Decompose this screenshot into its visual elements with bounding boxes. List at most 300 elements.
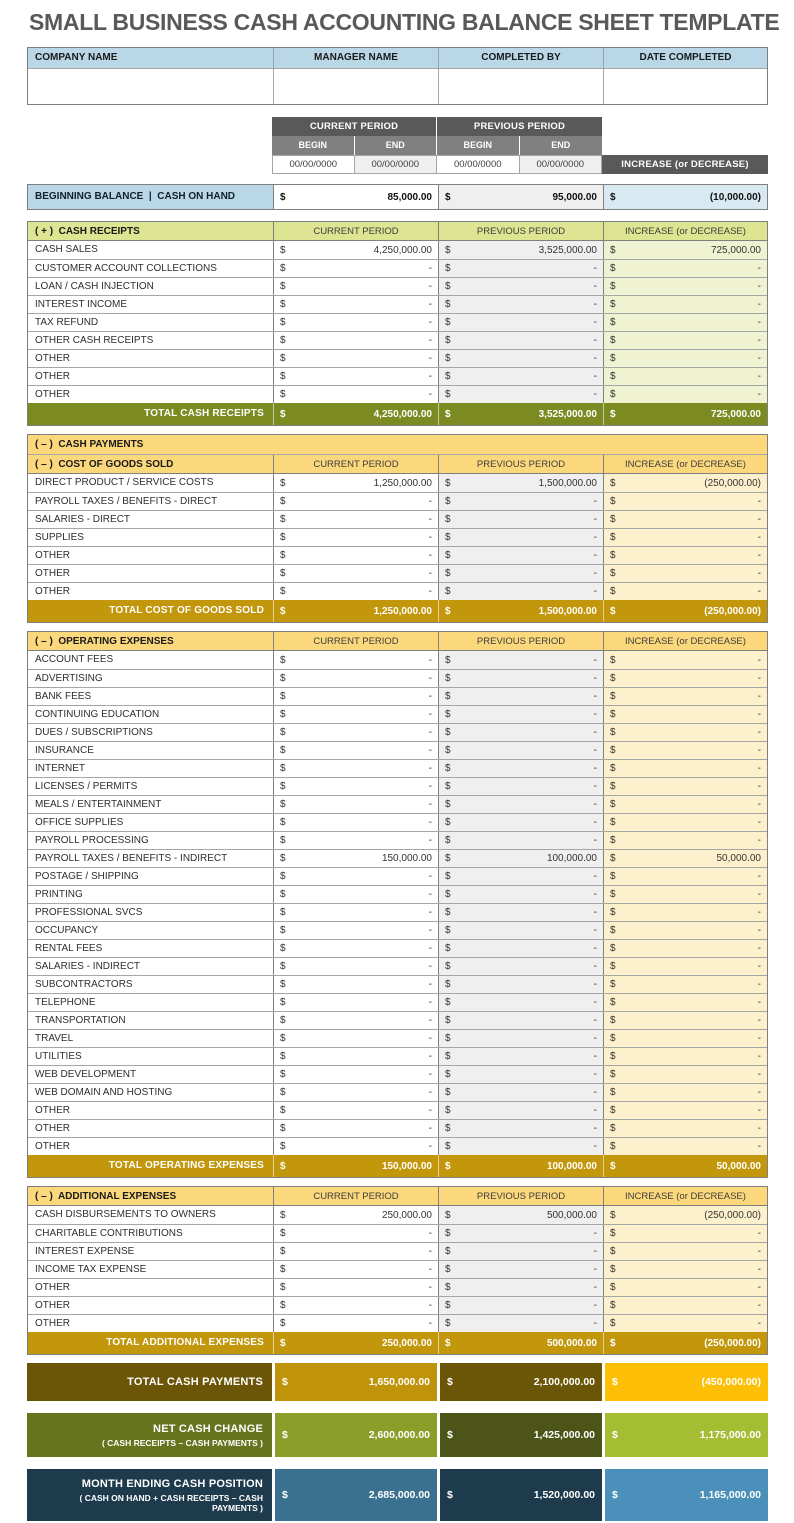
increase-cell: $ - bbox=[603, 1261, 767, 1278]
previous-period-cell[interactable]: $ - bbox=[438, 1012, 603, 1029]
data-row bbox=[28, 921, 767, 939]
increase-cell: $ - bbox=[603, 958, 767, 975]
current-end-header: END bbox=[355, 136, 438, 155]
increase-cell: $ - bbox=[603, 1120, 767, 1137]
previous-period-cell[interactable]: $ - bbox=[438, 904, 603, 921]
previous-begin-date[interactable]: 00/00/0000 bbox=[437, 155, 520, 174]
increase-cell: $ - bbox=[603, 529, 767, 546]
completed-by-input[interactable] bbox=[438, 69, 603, 104]
previous-period-cell[interactable]: $ - bbox=[438, 278, 603, 295]
current-period-col-header: CURRENT PERIOD bbox=[273, 222, 438, 240]
data-row bbox=[28, 1224, 767, 1242]
current-period-header: CURRENT PERIOD bbox=[272, 117, 437, 136]
previous-period-cell[interactable]: $ 3,525,000.00 bbox=[438, 241, 603, 259]
row-label: OTHER bbox=[35, 1123, 70, 1134]
row-label: INTERNET bbox=[35, 763, 85, 774]
previous-period-cell[interactable]: $ - bbox=[438, 314, 603, 331]
current-period-cell[interactable]: $ - bbox=[273, 314, 438, 331]
section-title: ( – ) COST OF GOODS SOLD bbox=[35, 459, 174, 470]
increase-cell: $ (250,000.00) bbox=[603, 474, 767, 492]
row-label: OTHER bbox=[35, 1141, 70, 1152]
section-operating-expenses bbox=[27, 631, 768, 1178]
data-row bbox=[28, 1314, 767, 1332]
current-period-cell[interactable]: $ - bbox=[273, 922, 438, 939]
increase-col-header: INCREASE (or DECREASE) bbox=[603, 632, 767, 650]
data-row bbox=[28, 331, 767, 349]
previous-period-cell[interactable]: $ - bbox=[438, 868, 603, 885]
row-label: ACCOUNT FEES bbox=[35, 654, 114, 665]
total-current-cell: $ 250,000.00 bbox=[273, 1332, 438, 1354]
data-row bbox=[28, 669, 767, 687]
total-label: TOTAL ADDITIONAL EXPENSES bbox=[106, 1337, 264, 1348]
previous-period-cell[interactable]: $ - bbox=[438, 976, 603, 993]
row-label: PRINTING bbox=[35, 889, 83, 900]
increase-cell: $ - bbox=[603, 1048, 767, 1065]
row-label: OTHER bbox=[35, 568, 70, 579]
total-increase-cell: $ (250,000.00) bbox=[603, 1332, 767, 1354]
current-period-cell[interactable]: $ - bbox=[273, 493, 438, 510]
increase-cell: $ - bbox=[603, 976, 767, 993]
month-ending-cash-position-row bbox=[27, 1469, 768, 1521]
current-period-cell[interactable]: $ - bbox=[273, 1261, 438, 1278]
section-cost-of-goods-sold bbox=[27, 434, 768, 623]
data-row bbox=[28, 582, 767, 600]
previous-period-cell[interactable]: $ - bbox=[438, 994, 603, 1011]
data-row bbox=[28, 723, 767, 741]
data-row bbox=[28, 1260, 767, 1278]
current-period-cell[interactable]: $ - bbox=[273, 547, 438, 564]
data-row bbox=[28, 367, 767, 385]
row-label: PAYROLL PROCESSING bbox=[35, 835, 149, 846]
total-label: TOTAL COST OF GOODS SOLD bbox=[109, 605, 264, 616]
current-period-cell[interactable]: $ - bbox=[273, 332, 438, 349]
increase-cell: $ - bbox=[603, 1012, 767, 1029]
current-period-cell[interactable]: $ 1,250,000.00 bbox=[273, 474, 438, 492]
current-period-cell[interactable]: $ - bbox=[273, 1012, 438, 1029]
increase-cell: $ - bbox=[603, 314, 767, 331]
current-period-cell[interactable]: $ - bbox=[273, 958, 438, 975]
row-label: DIRECT PRODUCT / SERVICE COSTS bbox=[35, 477, 214, 488]
current-period-cell[interactable]: $ - bbox=[273, 1225, 438, 1242]
beginning-previous-cell[interactable]: $ 95,000.00 bbox=[438, 185, 603, 209]
previous-period-cell[interactable]: $ - bbox=[438, 583, 603, 600]
data-row bbox=[28, 1278, 767, 1296]
row-label: CASH DISBURSEMENTS TO OWNERS bbox=[35, 1209, 216, 1220]
previous-period-cell[interactable]: $ - bbox=[438, 1315, 603, 1332]
row-label: WEB DOMAIN AND HOSTING bbox=[35, 1087, 173, 1098]
net-cash-change-row bbox=[27, 1413, 768, 1457]
beginning-balance-row bbox=[27, 184, 768, 210]
increase-cell: $ - bbox=[603, 511, 767, 528]
increase-cell: $ - bbox=[603, 670, 767, 687]
row-label: POSTAGE / SHIPPING bbox=[35, 871, 139, 882]
previous-period-cell[interactable]: $ - bbox=[438, 742, 603, 759]
increase-cell: $ - bbox=[603, 1225, 767, 1242]
previous-period-cell[interactable]: $ - bbox=[438, 1225, 603, 1242]
manager-name-header: MANAGER NAME bbox=[273, 48, 438, 68]
previous-period-col-header: PREVIOUS PERIOD bbox=[438, 222, 603, 240]
current-period-col-header: CURRENT PERIOD bbox=[273, 1187, 438, 1205]
increase-cell: $ - bbox=[603, 742, 767, 759]
current-period-cell[interactable]: $ - bbox=[273, 529, 438, 546]
current-period-cell[interactable]: $ 150,000.00 bbox=[273, 850, 438, 867]
row-label: OTHER bbox=[35, 586, 70, 597]
row-label: TELEPHONE bbox=[35, 997, 96, 1008]
data-row bbox=[28, 259, 767, 277]
increase-cell: $ - bbox=[603, 904, 767, 921]
current-period-col-header: CURRENT PERIOD bbox=[273, 632, 438, 650]
period-spacer bbox=[602, 136, 768, 155]
current-period-cell[interactable]: $ - bbox=[273, 1138, 438, 1155]
total-operating-expenses-row bbox=[28, 1155, 767, 1177]
previous-period-cell[interactable]: $ 500,000.00 bbox=[438, 1206, 603, 1224]
increase-cell: $ 50,000.00 bbox=[603, 850, 767, 867]
row-label: RENTAL FEES bbox=[35, 943, 103, 954]
completed-by-header: COMPLETED BY bbox=[438, 48, 603, 68]
total-previous-cell: $ 3,525,000.00 bbox=[438, 403, 603, 425]
section-title: ( – ) OPERATING EXPENSES bbox=[35, 636, 174, 647]
beginning-increase-cell: $ (10,000.00) bbox=[603, 185, 767, 209]
payments-current-cell: $ 1,650,000.00 bbox=[275, 1363, 437, 1401]
row-label: OTHER bbox=[35, 353, 70, 364]
data-row bbox=[28, 741, 767, 759]
beginning-balance-label: BEGINNING BALANCE | CASH ON HAND bbox=[28, 185, 273, 209]
total-cash-payments-label: TOTAL CASH PAYMENTS bbox=[27, 1363, 272, 1401]
previous-period-cell[interactable]: $ - bbox=[438, 1030, 603, 1047]
increase-cell: $ - bbox=[603, 1297, 767, 1314]
row-label: SALARIES - DIRECT bbox=[35, 514, 131, 525]
previous-period-cell[interactable]: $ - bbox=[438, 565, 603, 582]
current-period-cell[interactable]: $ - bbox=[273, 1279, 438, 1296]
begin-end-row bbox=[272, 136, 768, 155]
data-row bbox=[28, 1029, 767, 1047]
increase-cell: $ - bbox=[603, 368, 767, 385]
row-label: OTHER bbox=[35, 389, 70, 400]
current-period-cell[interactable]: $ - bbox=[273, 904, 438, 921]
section-rows bbox=[28, 651, 767, 1155]
row-label: LOAN / CASH INJECTION bbox=[35, 281, 154, 292]
row-label: TRAVEL bbox=[35, 1033, 74, 1044]
current-period-cell[interactable]: $ - bbox=[273, 868, 438, 885]
row-label: OTHER bbox=[35, 1300, 70, 1311]
current-period-cell[interactable]: $ - bbox=[273, 386, 438, 403]
data-row bbox=[28, 705, 767, 723]
date-completed-input[interactable] bbox=[603, 69, 767, 104]
data-row bbox=[28, 277, 767, 295]
row-label: INTEREST INCOME bbox=[35, 299, 128, 310]
row-label: SALARIES - INDIRECT bbox=[35, 961, 141, 972]
current-period-cell[interactable]: $ - bbox=[273, 260, 438, 277]
data-row bbox=[28, 313, 767, 331]
row-label: OTHER bbox=[35, 1318, 70, 1329]
previous-period-cell[interactable]: $ - bbox=[438, 922, 603, 939]
current-period-cell[interactable]: $ - bbox=[273, 814, 438, 831]
section-additional-expenses bbox=[27, 1186, 768, 1355]
increase-cell: $ - bbox=[603, 332, 767, 349]
net-cash-change-label: NET CASH CHANGE ( CASH RECEIPTS – CASH PAYMENTS ) bbox=[27, 1413, 272, 1457]
increase-cell: $ - bbox=[603, 1243, 767, 1260]
row-label: OTHER bbox=[35, 371, 70, 382]
increase-cell: $ 725,000.00 bbox=[603, 241, 767, 259]
beginning-current-cell[interactable]: $ 85,000.00 bbox=[273, 185, 438, 209]
cash-payments-banner: ( – ) CASH PAYMENTS bbox=[28, 435, 767, 455]
increase-cell: $ - bbox=[603, 493, 767, 510]
previous-period-cell[interactable]: $ - bbox=[438, 1261, 603, 1278]
current-period-cell[interactable]: $ - bbox=[273, 1048, 438, 1065]
period-spacer bbox=[602, 117, 768, 136]
previous-end-date[interactable]: 00/00/0000 bbox=[520, 155, 603, 174]
increase-cell: $ - bbox=[603, 547, 767, 564]
previous-begin-header: BEGIN bbox=[437, 136, 520, 155]
increase-col-header: INCREASE (or DECREASE) bbox=[603, 1187, 767, 1205]
current-period-cell[interactable]: $ - bbox=[273, 688, 438, 705]
current-period-cell[interactable]: $ - bbox=[273, 1297, 438, 1314]
previous-period-cell[interactable]: $ 100,000.00 bbox=[438, 850, 603, 867]
row-label: CASH SALES bbox=[35, 244, 98, 255]
row-label: BANK FEES bbox=[35, 691, 92, 702]
increase-cell: $ - bbox=[603, 814, 767, 831]
current-period-cell[interactable]: $ 250,000.00 bbox=[273, 1206, 438, 1224]
current-period-cell[interactable]: $ - bbox=[273, 278, 438, 295]
current-period-cell[interactable]: $ - bbox=[273, 1120, 438, 1137]
current-period-cell[interactable]: $ - bbox=[273, 994, 438, 1011]
total-previous-cell: $ 100,000.00 bbox=[438, 1155, 603, 1177]
previous-period-cell[interactable]: $ - bbox=[438, 814, 603, 831]
row-label: SUBCONTRACTORS bbox=[35, 979, 133, 990]
current-period-cell[interactable]: $ - bbox=[273, 1315, 438, 1332]
increase-cell: $ - bbox=[603, 296, 767, 313]
previous-period-cell[interactable]: $ - bbox=[438, 547, 603, 564]
current-period-cell[interactable]: $ - bbox=[273, 760, 438, 777]
data-row bbox=[28, 546, 767, 564]
previous-period-cell[interactable]: $ - bbox=[438, 688, 603, 705]
previous-period-cell[interactable]: $ - bbox=[438, 832, 603, 849]
previous-period-cell[interactable]: $ - bbox=[438, 1066, 603, 1083]
row-label: DUES / SUBSCRIPTIONS bbox=[35, 727, 153, 738]
current-period-cell[interactable]: $ - bbox=[273, 1084, 438, 1101]
data-row bbox=[28, 1101, 767, 1119]
increase-cell: $ - bbox=[603, 350, 767, 367]
data-row bbox=[28, 295, 767, 313]
total-additional-expenses-row bbox=[28, 1332, 767, 1354]
current-begin-date[interactable]: 00/00/0000 bbox=[272, 155, 355, 174]
previous-end-header: END bbox=[520, 136, 603, 155]
data-row bbox=[28, 759, 767, 777]
previous-period-cell[interactable]: $ - bbox=[438, 670, 603, 687]
data-row bbox=[28, 1137, 767, 1155]
manager-name-input[interactable] bbox=[273, 69, 438, 104]
current-period-cell[interactable]: $ - bbox=[273, 778, 438, 795]
previous-period-cell[interactable]: $ - bbox=[438, 350, 603, 367]
current-period-cell[interactable]: $ - bbox=[273, 796, 438, 813]
previous-period-cell[interactable]: $ - bbox=[438, 1243, 603, 1260]
total-cogs-row bbox=[28, 600, 767, 622]
data-row bbox=[28, 1065, 767, 1083]
previous-period-cell[interactable]: $ - bbox=[438, 1084, 603, 1101]
previous-period-col-header: PREVIOUS PERIOD bbox=[438, 632, 603, 650]
data-row bbox=[28, 1011, 767, 1029]
previous-period-cell[interactable]: $ - bbox=[438, 706, 603, 723]
row-label: INTEREST EXPENSE bbox=[35, 1246, 135, 1257]
increase-cell: $ - bbox=[603, 760, 767, 777]
data-row bbox=[28, 993, 767, 1011]
row-label: ADVERTISING bbox=[35, 673, 103, 684]
cogs-header bbox=[28, 455, 767, 474]
current-period-cell[interactable]: $ - bbox=[273, 565, 438, 582]
company-info-header bbox=[28, 48, 767, 68]
total-label: TOTAL OPERATING EXPENSES bbox=[108, 1160, 264, 1171]
section-rows bbox=[28, 1206, 767, 1332]
data-row bbox=[28, 687, 767, 705]
total-previous-cell: $ 1,500,000.00 bbox=[438, 600, 603, 622]
month-previous-cell: $ 1,520,000.00 bbox=[440, 1469, 602, 1521]
data-row bbox=[28, 1119, 767, 1137]
row-label: OFFICE SUPPLIES bbox=[35, 817, 124, 828]
current-begin-header: BEGIN bbox=[272, 136, 355, 155]
page-title: SMALL BUSINESS CASH ACCOUNTING BALANCE SHEET TEMPLATE bbox=[29, 9, 780, 35]
current-period-cell[interactable]: $ - bbox=[273, 296, 438, 313]
section-rows bbox=[28, 474, 767, 600]
company-name-input[interactable] bbox=[28, 69, 273, 104]
total-increase-cell: $ (250,000.00) bbox=[603, 600, 767, 622]
increase-col-header: INCREASE (or DECREASE) bbox=[603, 222, 767, 240]
increase-decrease-header: INCREASE (or DECREASE) bbox=[602, 155, 768, 174]
current-period-cell[interactable]: $ - bbox=[273, 368, 438, 385]
data-row bbox=[28, 813, 767, 831]
previous-period-cell[interactable]: $ - bbox=[438, 529, 603, 546]
increase-cell: $ - bbox=[603, 688, 767, 705]
current-end-date[interactable]: 00/00/0000 bbox=[355, 155, 438, 174]
previous-period-cell[interactable]: $ - bbox=[438, 958, 603, 975]
previous-period-cell[interactable]: $ - bbox=[438, 651, 603, 669]
current-period-cell[interactable]: $ - bbox=[273, 1243, 438, 1260]
previous-period-cell[interactable]: $ - bbox=[438, 940, 603, 957]
current-period-cell[interactable]: $ - bbox=[273, 706, 438, 723]
current-period-cell[interactable]: $ 4,250,000.00 bbox=[273, 241, 438, 259]
section-title: ( – ) ADDITIONAL EXPENSES bbox=[35, 1191, 177, 1202]
total-label: TOTAL CASH RECEIPTS bbox=[144, 408, 264, 419]
total-current-cell: $ 4,250,000.00 bbox=[273, 403, 438, 425]
current-period-cell[interactable]: $ - bbox=[273, 724, 438, 741]
increase-cell: $ - bbox=[603, 1102, 767, 1119]
previous-period-cell[interactable]: $ - bbox=[438, 493, 603, 510]
month-increase-cell: $ 1,165,000.00 bbox=[605, 1469, 768, 1521]
current-period-cell[interactable]: $ - bbox=[273, 1030, 438, 1047]
current-period-cell[interactable]: $ - bbox=[273, 670, 438, 687]
data-row bbox=[28, 795, 767, 813]
current-period-cell[interactable]: $ - bbox=[273, 511, 438, 528]
company-name-header: COMPANY NAME bbox=[35, 52, 118, 63]
current-period-cell[interactable]: $ - bbox=[273, 742, 438, 759]
previous-period-cell[interactable]: $ - bbox=[438, 1048, 603, 1065]
row-label: TAX REFUND bbox=[35, 317, 99, 328]
data-row bbox=[28, 885, 767, 903]
data-row bbox=[28, 241, 767, 259]
total-current-cell: $ 150,000.00 bbox=[273, 1155, 438, 1177]
current-period-cell[interactable]: $ - bbox=[273, 976, 438, 993]
previous-period-header: PREVIOUS PERIOD bbox=[437, 117, 602, 136]
data-row bbox=[28, 385, 767, 403]
previous-period-cell[interactable]: $ - bbox=[438, 886, 603, 903]
increase-cell: $ - bbox=[603, 1030, 767, 1047]
current-period-cell[interactable]: $ - bbox=[273, 940, 438, 957]
previous-period-cell[interactable]: $ - bbox=[438, 296, 603, 313]
current-period-cell[interactable]: $ - bbox=[273, 1066, 438, 1083]
row-label: CHARITABLE CONTRIBUTIONS bbox=[35, 1228, 183, 1239]
increase-cell: $ - bbox=[603, 1138, 767, 1155]
data-row bbox=[28, 1296, 767, 1314]
previous-period-cell[interactable]: $ - bbox=[438, 1102, 603, 1119]
previous-period-cell[interactable]: $ - bbox=[438, 511, 603, 528]
row-label: CONTINUING EDUCATION bbox=[35, 709, 160, 720]
month-ending-label: MONTH ENDING CASH POSITION ( CASH ON HAND + CASH RECEIPTS – CASH PAYMENTS ) bbox=[27, 1469, 272, 1521]
section-rows bbox=[28, 241, 767, 403]
previous-period-cell[interactable]: $ - bbox=[438, 1120, 603, 1137]
data-row bbox=[28, 903, 767, 921]
increase-cell: $ - bbox=[603, 1315, 767, 1332]
previous-period-cell[interactable]: $ - bbox=[438, 724, 603, 741]
previous-period-cell[interactable]: $ - bbox=[438, 1279, 603, 1296]
row-label: WEB DEVELOPMENT bbox=[35, 1069, 137, 1080]
row-label: OTHER bbox=[35, 1105, 70, 1116]
total-increase-cell: $ 50,000.00 bbox=[603, 1155, 767, 1177]
total-cash-payments-row bbox=[27, 1363, 768, 1401]
increase-cell: $ - bbox=[603, 868, 767, 885]
previous-period-cell[interactable]: $ - bbox=[438, 778, 603, 795]
increase-cell: $ - bbox=[603, 778, 767, 795]
current-period-cell[interactable]: $ - bbox=[273, 886, 438, 903]
increase-cell: $ - bbox=[603, 922, 767, 939]
previous-period-col-header: PREVIOUS PERIOD bbox=[438, 455, 603, 473]
previous-period-cell[interactable]: $ - bbox=[438, 1297, 603, 1314]
data-row bbox=[28, 939, 767, 957]
previous-period-cell[interactable]: $ - bbox=[438, 796, 603, 813]
row-label: OTHER bbox=[35, 550, 70, 561]
month-current-cell: $ 2,685,000.00 bbox=[275, 1469, 437, 1521]
net-current-cell: $ 2,600,000.00 bbox=[275, 1413, 437, 1457]
current-period-col-header: CURRENT PERIOD bbox=[273, 455, 438, 473]
increase-cell: $ - bbox=[603, 886, 767, 903]
data-row bbox=[28, 492, 767, 510]
previous-period-cell[interactable]: $ - bbox=[438, 368, 603, 385]
increase-cell: $ - bbox=[603, 994, 767, 1011]
section-title: ( + ) CASH RECEIPTS bbox=[35, 226, 140, 237]
data-row bbox=[28, 975, 767, 993]
data-row bbox=[28, 1083, 767, 1101]
increase-cell: $ - bbox=[603, 565, 767, 582]
net-previous-cell: $ 1,425,000.00 bbox=[440, 1413, 602, 1457]
data-row bbox=[28, 474, 767, 492]
current-period-cell[interactable]: $ - bbox=[273, 583, 438, 600]
current-period-cell[interactable]: $ - bbox=[273, 350, 438, 367]
dates-row bbox=[272, 155, 768, 174]
previous-period-cell[interactable]: $ - bbox=[438, 386, 603, 403]
additional-expenses-header bbox=[28, 1187, 767, 1206]
previous-period-col-header: PREVIOUS PERIOD bbox=[438, 1187, 603, 1205]
total-current-cell: $ 1,250,000.00 bbox=[273, 600, 438, 622]
previous-period-cell[interactable]: $ - bbox=[438, 760, 603, 777]
previous-period-cell[interactable]: $ - bbox=[438, 1138, 603, 1155]
data-row bbox=[28, 849, 767, 867]
data-row bbox=[28, 867, 767, 885]
previous-period-cell[interactable]: $ - bbox=[438, 332, 603, 349]
increase-cell: $ - bbox=[603, 651, 767, 669]
current-period-cell[interactable]: $ - bbox=[273, 651, 438, 669]
previous-period-cell[interactable]: $ 1,500,000.00 bbox=[438, 474, 603, 492]
current-period-cell[interactable]: $ - bbox=[273, 1102, 438, 1119]
current-period-cell[interactable]: $ - bbox=[273, 832, 438, 849]
previous-period-cell[interactable]: $ - bbox=[438, 260, 603, 277]
